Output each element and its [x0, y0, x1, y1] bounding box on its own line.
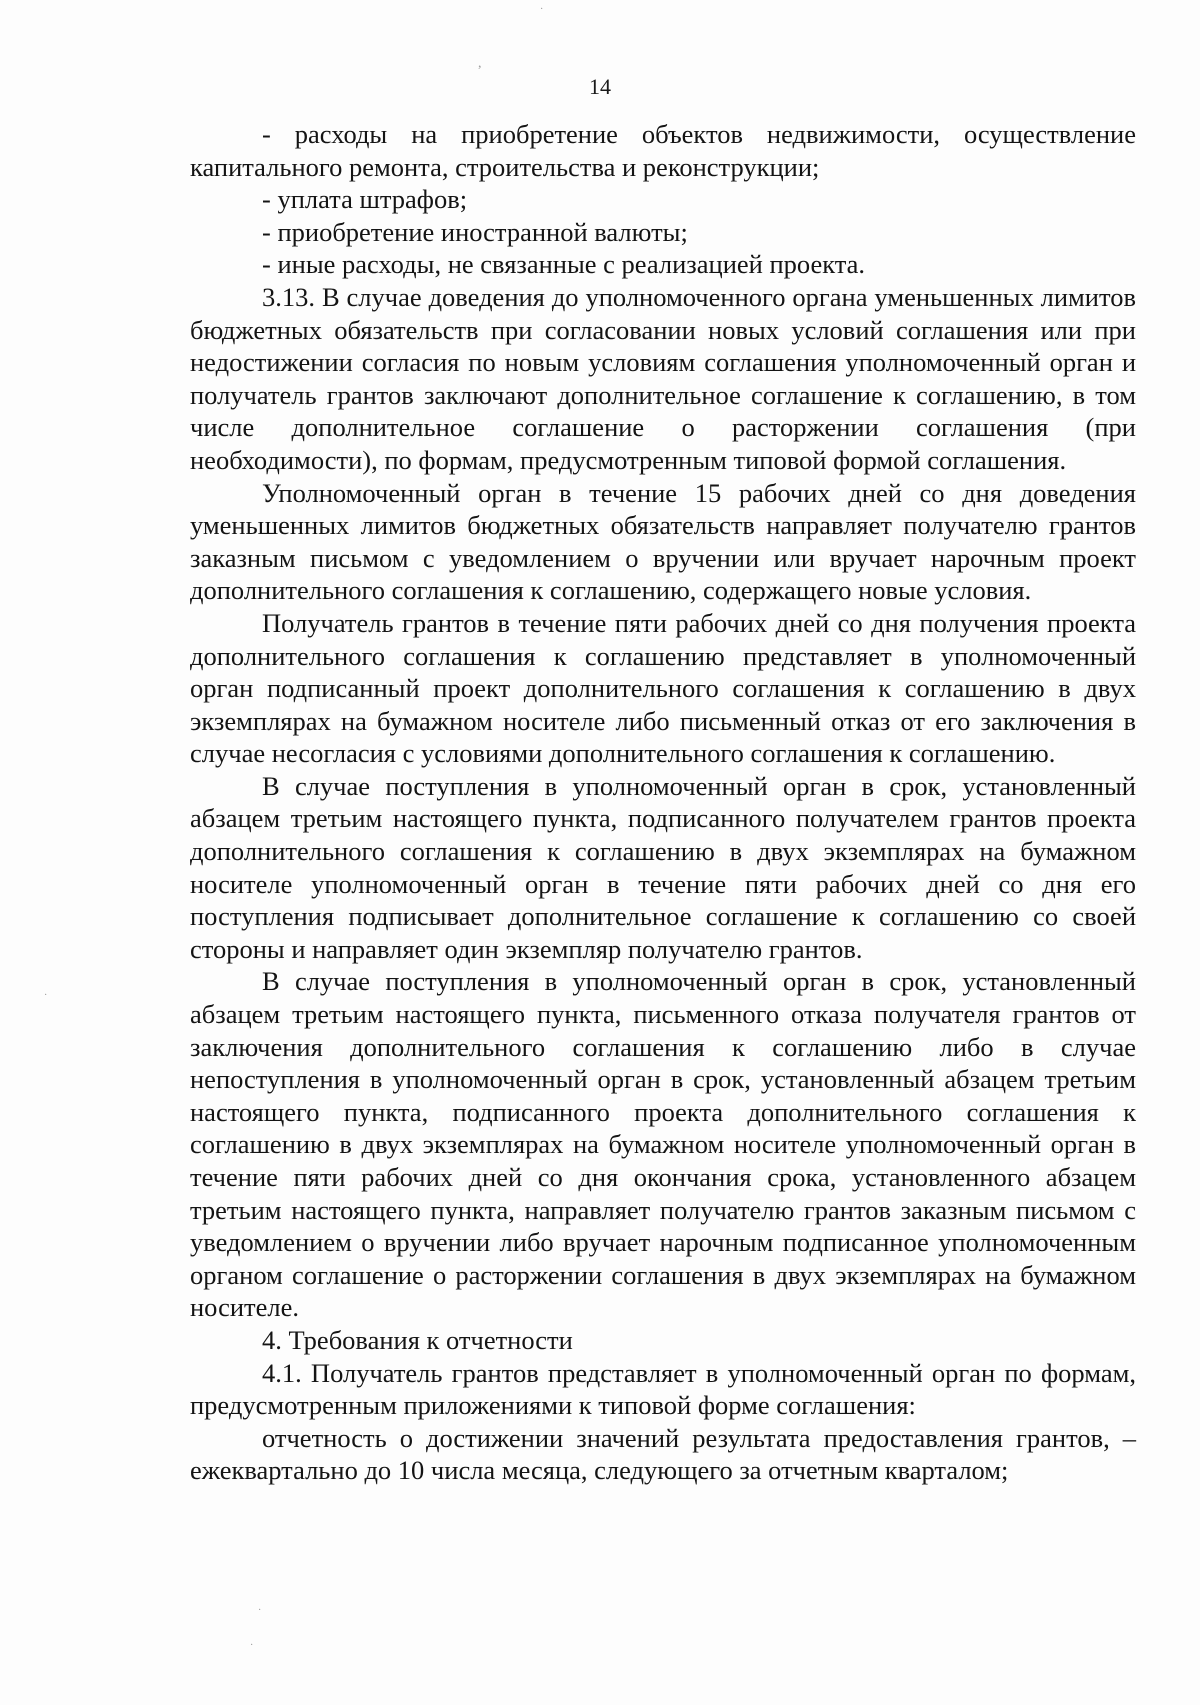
- document-body: [190, 118, 1136, 1487]
- scan-speck: ·: [258, 1605, 262, 1616]
- paragraph-clause-3-13-termination: В случае поступления в уполномоченный орган в срок, установленный абзацем третьим настоящего пункта, письменного отказа получателя грантов от заключения дополнительного соглашения к соглашению либо в случае непоступления в уполномоченный орган в срок, установленный абзацем третьим настоящего пункта, подписанного проекта дополнительного соглашения к соглашению в двух экземплярах на бумажном носителе уполномоченный орган в течение пяти рабочих дней со дня окончания срока, установленного абзацем третьим настоящего пункта, направляет получателю грантов заказным письмом с уведомлением о вручении либо вручает нарочным подписанное уполномоченным органом соглашение о расторжении соглашения в двух экземплярах на бумажном носителе.: [190, 966, 1136, 1323]
- scan-speck: ·: [250, 1640, 254, 1651]
- scan-speck: ·: [540, 4, 544, 15]
- paragraph-expense-currency: - приобретение иностранной валюты;: [262, 216, 688, 247]
- scan-speck: ,: [478, 56, 482, 71]
- paragraph-clause-3-13-notice: Уполномоченный орган в течение 15 рабочих дней со дня доведения уменьшенных лимитов бюджетных обязательств направляет получателю грантов заказным письмом с уведомлением о вручении или вручает нарочным проект дополнительного соглашения к соглашению, содержащего новые условия.: [190, 477, 1136, 606]
- page-number: 14: [589, 74, 611, 99]
- paragraph-clause-3-13: 3.13. В случае доведения до уполномоченного органа уменьшенных лимитов бюджетных обязательств при согласовании новых условий соглашения или при недостижении согласия по новым условиям соглашения уполномоченный орган и получатель грантов заключают дополнительное соглашение к соглашению, в том числе дополнительное соглашение о расторжении соглашения (при необходимости), по формам, предусмотренным типовой формой соглашения.: [190, 281, 1136, 475]
- paragraph-expense-fines: - уплата штрафов;: [262, 184, 468, 215]
- paragraph-expense-other: - иные расходы, не связанные с реализацией проекта.: [262, 249, 866, 280]
- paragraph-clause-3-13-signing: В случае поступления в уполномоченный орган в срок, установленный абзацем третьим настоящего пункта, подписанного получателем грантов проекта дополнительного соглашения к соглашению в двух экземплярах на бумажном носителе уполномоченный орган в течение пяти рабочих дней со дня его поступления подписывает дополнительное соглашение к соглашению со своей стороны и направляет один экземпляр получателю грантов.: [190, 770, 1136, 964]
- section-heading-reporting: 4. Требования к отчетности: [262, 1324, 573, 1355]
- scan-speck: ·: [44, 990, 48, 1001]
- paragraph-clause-3-13-response: Получатель грантов в течение пяти рабочих дней со дня получения проекта дополнительного соглашения к соглашению представляет в уполномоченный орган подписанный проект дополнительного соглашения к соглашению в двух экземплярах на бумажном носителе либо письменный отказ от его заключения в случае несогласия с условиями дополнительного соглашения к соглашению.: [190, 607, 1136, 769]
- paragraph-expense-real-estate: - расходы на приобретение объектов недвижимости, осуществление капитального ремонта, строительства и реконструкции;: [190, 119, 1136, 182]
- paragraph-clause-4-1: 4.1. Получатель грантов представляет в уполномоченный орган по формам, предусмотренным приложениями к типовой форме соглашения:: [190, 1357, 1136, 1421]
- paragraph-clause-4-1-quarterly: отчетность о достижении значений результата предоставления грантов, – ежеквартально до 10 числа месяца, следующего за отчетным кварталом;: [190, 1422, 1136, 1486]
